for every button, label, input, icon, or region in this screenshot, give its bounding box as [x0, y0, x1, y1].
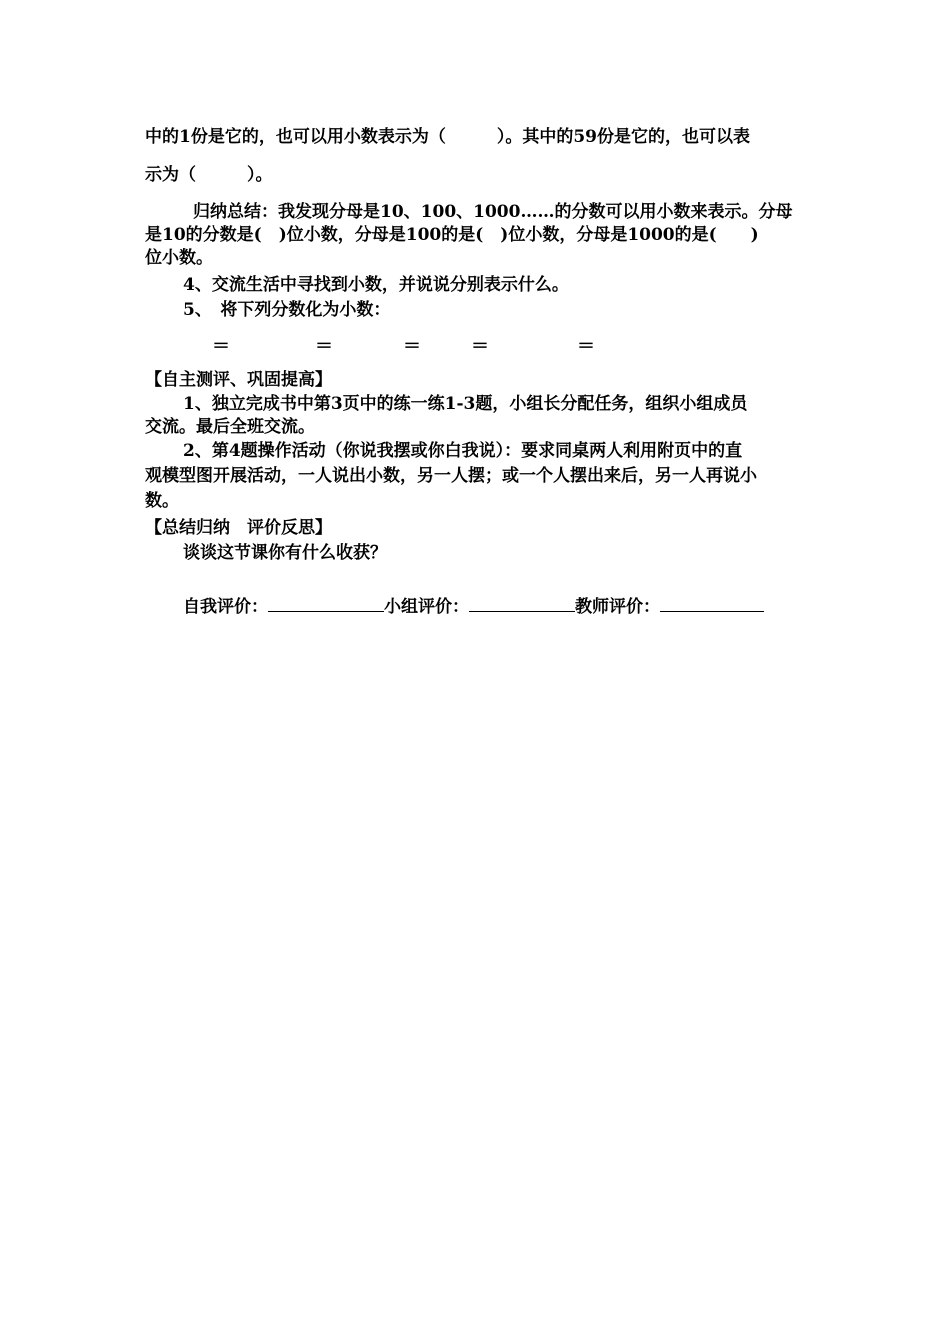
summary-line-3: 位小数。 — [145, 248, 213, 268]
item-1-line-1: 1、独立完成书中第3页中的练一练1-3题，小组长分配任务，组织小组成员 — [183, 394, 748, 414]
teacher-evaluation-blank[interactable] — [660, 593, 764, 612]
item-1-line-2: 交流。最后全班交流。 — [145, 417, 315, 437]
self-evaluation-label: 自我评价： — [183, 597, 268, 617]
section-heading-summary: 【总结归纳 评价反思】 — [145, 518, 332, 538]
summary-line-2: 是10的分数是( )位小数，分母是100的是( )位小数，分母是1000的是( ) — [145, 225, 759, 245]
task-4: 4、交流生活中寻找到小数，并说说分别表示什么。 — [183, 275, 569, 295]
section-heading-self-test: 【自主测评、巩固提高】 — [145, 370, 332, 390]
reflection-question: 谈谈这节课你有什么收获？ — [183, 543, 387, 563]
item-2-line-3: 数。 — [145, 491, 179, 511]
text-line-2: 示为（ ）。 — [145, 165, 273, 185]
equals-sign-3: ＝ — [403, 336, 421, 357]
item-2-line-2: 观模型图开展活动，一人说出小数，另一人摆；或一个人摆出来后，另一人再说小 — [145, 466, 757, 486]
equals-sign-2: ＝ — [315, 336, 333, 357]
self-evaluation-blank[interactable] — [268, 593, 384, 612]
summary-line-1: 归纳总结：我发现分母是10、100、1000……的分数可以用小数来表示。分母 — [193, 202, 793, 222]
group-evaluation-blank[interactable] — [469, 593, 575, 612]
item-2-line-1: 2、第4题操作活动（你说我摆或你白我说）：要求同桌两人利用附页中的直 — [183, 441, 743, 461]
teacher-evaluation-label: 教师评价： — [575, 597, 660, 617]
evaluation-row — [183, 593, 764, 618]
equals-sign-5: ＝ — [577, 336, 595, 357]
text-line-1: 中的1份是它的，也可以用小数表示为（ ）。其中的59份是它的，也可以表 — [145, 127, 750, 147]
task-5: 5、 将下列分数化为小数： — [183, 300, 391, 320]
group-evaluation-label: 小组评价： — [384, 597, 469, 617]
equals-sign-4: ＝ — [471, 336, 489, 357]
equals-sign-1: ＝ — [212, 336, 230, 357]
